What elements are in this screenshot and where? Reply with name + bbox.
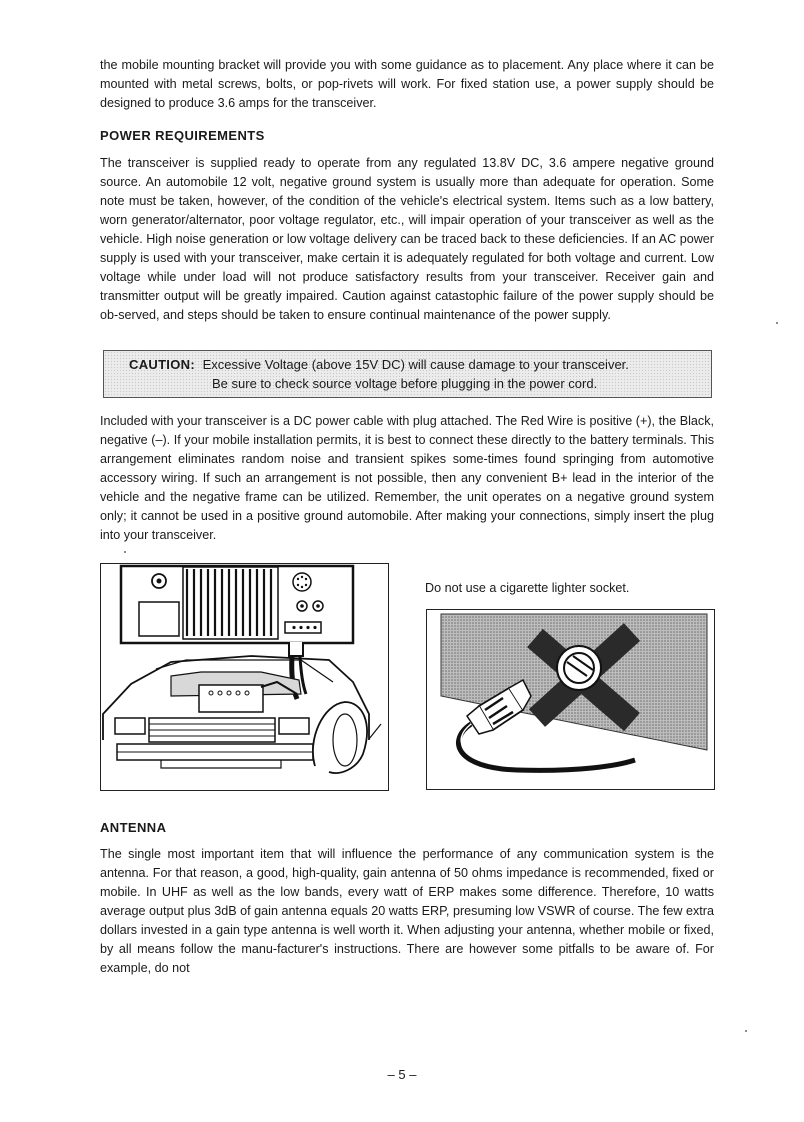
page-number: – 5 – <box>387 1067 417 1082</box>
power-cable-paragraph: Included with your transceiver is a DC power cable with plug attached. The Red Wire is positive (+), the Black, negative (–). If your mobile installation permits, it is best to connect these directly to the battery terminals. This arrangement eliminates random noise and transient spikes some-times found springing from automotive accessory wiring. If such an arrangement is not possible, then any convenient B+ lead in the interior of the vehicle and the negative frame can be utilized. Remember, the unit operates on a negative ground system only; it cannot be used in a positive ground automobile. After making your connections, simply insert the plug into your transceiver. <box>100 414 714 542</box>
intro-paragraph: the mobile mounting bracket will provide you with some guidance as to placement. Any place where it can be mounted with metal screws, bolts, or pop-rivets will work. For fixed station use, a power supply should be designed to produce 3.6 amps for the transceiver. <box>100 58 714 110</box>
power-requirements-heading: POWER REQUIREMENTS <box>100 128 265 143</box>
scan-speck <box>124 551 126 553</box>
antenna-heading: ANTENNA <box>100 820 167 835</box>
caution-box <box>103 350 712 398</box>
caution-label: CAUTION: <box>129 357 195 372</box>
scan-speck <box>745 1030 747 1032</box>
power-requirements-paragraph: The transceiver is supplied ready to operate from any regulated 13.8V DC, 3.6 ampere negative ground source. An automobile 12 volt, negative ground system is usually more than adequate for operation. Some note must be taken, however, of the condition of the vehicle's electrical system. Items such as a low battery, worn generator/alternator, poor voltage regulator, etc., will impair operation of your transceiver as well as the vehicle. High noise generation or low voltage delivery can be traced back to these deficiencies. If an AC power supply is used with your transceiver, make certain it is adequately regulated for both voltage and current. Low voltage while under load will not produce satisfactory results from your transceiver. Receiver gain and transmitter output will be greatly impaired. Caution against catastophic failure of the power supply should be ob-served, and steps should be taken to ensure continual maintenance of the power supply. <box>100 156 714 322</box>
figure-caption: Do not use a cigarette lighter socket. <box>425 581 630 595</box>
caution-line-1 <box>129 357 629 372</box>
antenna-paragraph: The single most important item that will influence the performance of any communication system is the antenna. For that reason, a good, high-quality, gain antenna of 50 ohms impedance is recommended, fixed or mobile. In UHF as well as the low bands, every watt of ERP makes some difference. Therefore, 10 watts average output plus 3dB of gain antenna equals 20 watts ERP, presuming low VSWR of course. The few extra dollars invested in a gain type antenna is well worth it. When adjusting your antenna, whether mobile or fixed, by all means follow the manu-facturer's instructions. There are however some pitfalls to be aware of. For example, do not <box>100 847 714 975</box>
headlight-left-icon <box>115 718 145 734</box>
car-connection-drawing <box>101 564 388 790</box>
cigarette-lighter-warning-illustration <box>426 609 715 790</box>
caution-text-2: Be sure to check source voltage before plugging in the power cord. <box>212 376 598 391</box>
scan-speck <box>776 322 778 324</box>
caution-text-1: Excessive Voltage (above 15V DC) will cause damage to your transceiver. <box>202 357 629 372</box>
wheel-icon <box>313 702 367 773</box>
battery-icon <box>199 685 263 712</box>
cigarette-lighter-drawing <box>427 610 714 789</box>
car-connection-illustration <box>100 563 389 791</box>
headlight-right-icon <box>279 718 309 734</box>
